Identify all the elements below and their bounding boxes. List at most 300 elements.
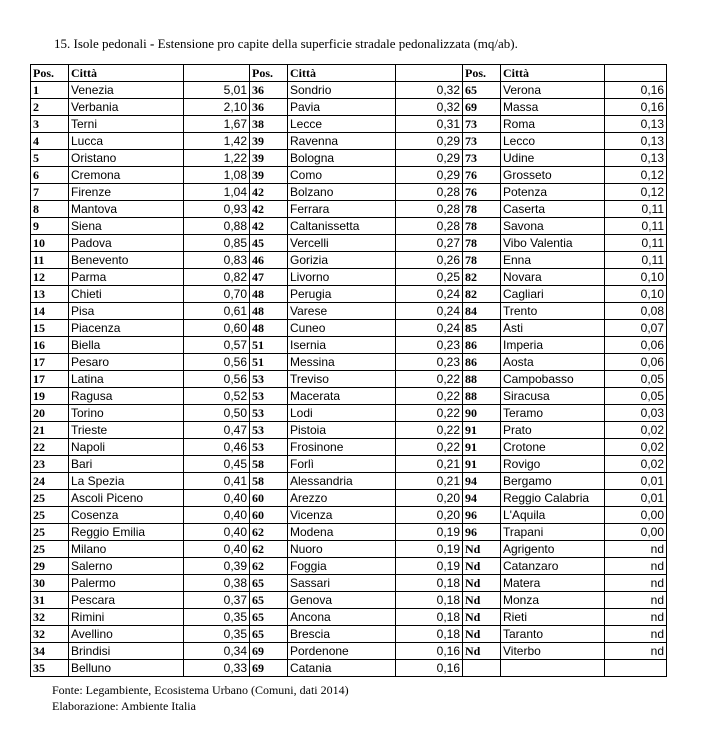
- rank-cell: 96: [463, 507, 501, 524]
- value-cell: 0,20: [396, 490, 463, 507]
- city-cell: Rieti: [501, 609, 605, 626]
- value-cell: 0,29: [396, 150, 463, 167]
- rank-cell: 36: [250, 99, 288, 116]
- rank-cell: Nd: [463, 609, 501, 626]
- value-cell: 0,25: [396, 269, 463, 286]
- rank-cell: 53: [250, 439, 288, 456]
- rank-cell: Nd: [463, 558, 501, 575]
- value-cell: 0,05: [605, 371, 667, 388]
- rank-cell: 45: [250, 235, 288, 252]
- city-cell: Cosenza: [69, 507, 184, 524]
- city-cell: Napoli: [69, 439, 184, 456]
- rank-cell: 76: [463, 167, 501, 184]
- rank-cell: 25: [31, 490, 69, 507]
- value-cell: 0,82: [184, 269, 250, 286]
- source-note: [52, 682, 349, 714]
- table-row: [31, 490, 667, 507]
- city-cell: Sondrio: [288, 82, 396, 99]
- rank-cell: 51: [250, 337, 288, 354]
- city-cell: Verona: [501, 82, 605, 99]
- table-row: [31, 388, 667, 405]
- city-cell: Ravenna: [288, 133, 396, 150]
- rank-cell: 34: [31, 643, 69, 660]
- city-cell: Chieti: [69, 286, 184, 303]
- table-row: [31, 592, 667, 609]
- value-cell: 0,28: [396, 184, 463, 201]
- rank-cell: 62: [250, 524, 288, 541]
- city-cell: Vercelli: [288, 235, 396, 252]
- rank-cell: 69: [250, 660, 288, 677]
- city-cell: Alessandria: [288, 473, 396, 490]
- value-cell: 0,47: [184, 422, 250, 439]
- city-cell: Avellino: [69, 626, 184, 643]
- value-cell: nd: [605, 592, 667, 609]
- rank-cell: 29: [31, 558, 69, 575]
- value-cell: 0,19: [396, 541, 463, 558]
- value-cell: 0,08: [605, 303, 667, 320]
- value-cell: 0,40: [184, 524, 250, 541]
- rank-cell: 7: [31, 184, 69, 201]
- city-cell: Milano: [69, 541, 184, 558]
- value-cell: 0,00: [605, 507, 667, 524]
- rank-cell: 78: [463, 201, 501, 218]
- city-cell: Sassari: [288, 575, 396, 592]
- rank-cell: 5: [31, 150, 69, 167]
- table-header-row: [31, 65, 667, 82]
- city-cell: Bergamo: [501, 473, 605, 490]
- rank-cell: 65: [250, 626, 288, 643]
- title-rest: Estensione pro capite della superficie stradale pedonalizzata (mq/ab).: [154, 36, 518, 51]
- value-cell: 0,16: [396, 643, 463, 660]
- city-cell: Bologna: [288, 150, 396, 167]
- value-cell: 0,24: [396, 303, 463, 320]
- rank-cell: 11: [31, 252, 69, 269]
- city-cell: Agrigento: [501, 541, 605, 558]
- city-cell: Rimini: [69, 609, 184, 626]
- rank-cell: 73: [463, 133, 501, 150]
- rank-cell: 65: [250, 592, 288, 609]
- table-row: [31, 660, 667, 677]
- header-value: [396, 65, 463, 82]
- table-row: [31, 150, 667, 167]
- rank-cell: Nd: [463, 626, 501, 643]
- city-cell: Como: [288, 167, 396, 184]
- rank-cell: 8: [31, 201, 69, 218]
- value-cell: 0,16: [396, 660, 463, 677]
- value-cell: nd: [605, 541, 667, 558]
- table-row: [31, 439, 667, 456]
- table-row: [31, 524, 667, 541]
- value-cell: 0,37: [184, 592, 250, 609]
- rank-cell: 47: [250, 269, 288, 286]
- city-cell: Monza: [501, 592, 605, 609]
- city-cell: Ancona: [288, 609, 396, 626]
- rank-cell: 94: [463, 473, 501, 490]
- city-cell: Ascoli Piceno: [69, 490, 184, 507]
- value-cell: 0,06: [605, 354, 667, 371]
- rank-cell: 15: [31, 320, 69, 337]
- rank-cell: Nd: [463, 643, 501, 660]
- value-cell: 0,11: [605, 252, 667, 269]
- city-cell: Reggio Emilia: [69, 524, 184, 541]
- city-cell: Bolzano: [288, 184, 396, 201]
- city-cell: Foggia: [288, 558, 396, 575]
- city-cell: Genova: [288, 592, 396, 609]
- city-cell: Benevento: [69, 252, 184, 269]
- table-row: [31, 320, 667, 337]
- city-cell: Pordenone: [288, 643, 396, 660]
- city-cell: Trento: [501, 303, 605, 320]
- value-cell: 0,03: [605, 405, 667, 422]
- city-cell: Padova: [69, 235, 184, 252]
- rank-cell: 78: [463, 235, 501, 252]
- table-row: [31, 235, 667, 252]
- city-cell: Treviso: [288, 371, 396, 388]
- rank-cell: Nd: [463, 575, 501, 592]
- rank-cell: 25: [31, 524, 69, 541]
- rank-cell: 39: [250, 133, 288, 150]
- value-cell: 1,04: [184, 184, 250, 201]
- city-cell: Vicenza: [288, 507, 396, 524]
- city-cell: Modena: [288, 524, 396, 541]
- value-cell: 1,08: [184, 167, 250, 184]
- rank-cell: 62: [250, 558, 288, 575]
- value-cell: 0,22: [396, 439, 463, 456]
- table-row: [31, 609, 667, 626]
- city-cell: Pistoia: [288, 422, 396, 439]
- value-cell: 0,31: [396, 116, 463, 133]
- rank-cell: 94: [463, 490, 501, 507]
- rank-cell: 53: [250, 371, 288, 388]
- city-cell: Caltanissetta: [288, 218, 396, 235]
- rank-cell: 36: [250, 82, 288, 99]
- table-row: [31, 133, 667, 150]
- value-cell: 0,20: [396, 507, 463, 524]
- value-cell: 0,01: [605, 473, 667, 490]
- value-cell: 0,28: [396, 218, 463, 235]
- rank-cell: 51: [250, 354, 288, 371]
- rank-cell: 4: [31, 133, 69, 150]
- city-cell: Aosta: [501, 354, 605, 371]
- value-cell: 0,38: [184, 575, 250, 592]
- value-cell: 0,12: [605, 184, 667, 201]
- value-cell: 0,93: [184, 201, 250, 218]
- city-cell: Roma: [501, 116, 605, 133]
- value-cell: 0,05: [605, 388, 667, 405]
- table-row: [31, 252, 667, 269]
- rank-cell: 19: [31, 388, 69, 405]
- value-cell: [605, 660, 667, 677]
- header-value: [184, 65, 250, 82]
- table-row: [31, 167, 667, 184]
- rank-cell: 32: [31, 609, 69, 626]
- city-cell: Livorno: [288, 269, 396, 286]
- rank-cell: 84: [463, 303, 501, 320]
- rank-cell: 21: [31, 422, 69, 439]
- table-row: [31, 218, 667, 235]
- table-row: [31, 303, 667, 320]
- value-cell: 0,35: [184, 626, 250, 643]
- rank-cell: 82: [463, 286, 501, 303]
- table-row: [31, 507, 667, 524]
- value-cell: 0,46: [184, 439, 250, 456]
- value-cell: 0,01: [605, 490, 667, 507]
- city-cell: Verbania: [69, 99, 184, 116]
- value-cell: 0,19: [396, 558, 463, 575]
- value-cell: 0,60: [184, 320, 250, 337]
- city-cell: Bari: [69, 456, 184, 473]
- header-pos: Pos.: [31, 65, 69, 82]
- table-row: [31, 456, 667, 473]
- rank-cell: 3: [31, 116, 69, 133]
- value-cell: 0,28: [396, 201, 463, 218]
- table-body: [31, 82, 667, 677]
- city-cell: Perugia: [288, 286, 396, 303]
- value-cell: 0,27: [396, 235, 463, 252]
- rank-cell: 69: [250, 643, 288, 660]
- city-cell: Frosinone: [288, 439, 396, 456]
- value-cell: 1,67: [184, 116, 250, 133]
- value-cell: 0,16: [605, 82, 667, 99]
- city-cell: Pescara: [69, 592, 184, 609]
- rank-cell: 53: [250, 405, 288, 422]
- value-cell: 0,11: [605, 201, 667, 218]
- value-cell: 0,02: [605, 422, 667, 439]
- city-cell: Brescia: [288, 626, 396, 643]
- city-cell: Isernia: [288, 337, 396, 354]
- value-cell: 0,18: [396, 592, 463, 609]
- rank-cell: 82: [463, 269, 501, 286]
- rank-cell: 78: [463, 218, 501, 235]
- city-cell: Mantova: [69, 201, 184, 218]
- value-cell: 0,22: [396, 405, 463, 422]
- city-cell: Cuneo: [288, 320, 396, 337]
- value-cell: 0,34: [184, 643, 250, 660]
- value-cell: 0,21: [396, 473, 463, 490]
- value-cell: nd: [605, 575, 667, 592]
- value-cell: 5,01: [184, 82, 250, 99]
- rank-cell: 96: [463, 524, 501, 541]
- city-cell: Matera: [501, 575, 605, 592]
- value-cell: 2,10: [184, 99, 250, 116]
- rank-cell: 22: [31, 439, 69, 456]
- rank-cell: 48: [250, 303, 288, 320]
- value-cell: 0,12: [605, 167, 667, 184]
- city-cell: Piacenza: [69, 320, 184, 337]
- rank-cell: 91: [463, 422, 501, 439]
- rank-cell: 58: [250, 473, 288, 490]
- rank-cell: 69: [463, 99, 501, 116]
- rank-cell: 78: [463, 252, 501, 269]
- table-row: [31, 541, 667, 558]
- city-cell: Brindisi: [69, 643, 184, 660]
- header-pos: Pos.: [250, 65, 288, 82]
- value-cell: 0,83: [184, 252, 250, 269]
- rank-cell: 13: [31, 286, 69, 303]
- value-cell: 0,24: [396, 320, 463, 337]
- rank-cell: 65: [463, 82, 501, 99]
- value-cell: 0,23: [396, 354, 463, 371]
- rank-cell: 30: [31, 575, 69, 592]
- city-cell: Caserta: [501, 201, 605, 218]
- city-cell: Campobasso: [501, 371, 605, 388]
- rank-cell: 17: [31, 371, 69, 388]
- city-cell: Imperia: [501, 337, 605, 354]
- value-cell: nd: [605, 609, 667, 626]
- value-cell: 0,40: [184, 541, 250, 558]
- table-row: [31, 286, 667, 303]
- rank-cell: 42: [250, 184, 288, 201]
- rank-cell: [463, 660, 501, 677]
- value-cell: 0,32: [396, 82, 463, 99]
- city-cell: Siena: [69, 218, 184, 235]
- table-row: [31, 354, 667, 371]
- value-cell: 0,07: [605, 320, 667, 337]
- rank-cell: 39: [250, 167, 288, 184]
- city-cell: Macerata: [288, 388, 396, 405]
- city-cell: Arezzo: [288, 490, 396, 507]
- city-cell: Taranto: [501, 626, 605, 643]
- city-cell: Vibo Valentia: [501, 235, 605, 252]
- value-cell: 1,22: [184, 150, 250, 167]
- value-cell: 0,11: [605, 218, 667, 235]
- city-cell: Biella: [69, 337, 184, 354]
- city-cell: Pisa: [69, 303, 184, 320]
- rank-cell: 1: [31, 82, 69, 99]
- city-cell: Lecce: [288, 116, 396, 133]
- city-cell: Lecco: [501, 133, 605, 150]
- city-cell: Catania: [288, 660, 396, 677]
- value-cell: 0,00: [605, 524, 667, 541]
- city-cell: Prato: [501, 422, 605, 439]
- city-cell: Udine: [501, 150, 605, 167]
- value-cell: 0,22: [396, 422, 463, 439]
- title-prefix: 15. Isole pedonali: [54, 36, 151, 51]
- rank-cell: 35: [31, 660, 69, 677]
- city-cell: Oristano: [69, 150, 184, 167]
- city-cell: Trieste: [69, 422, 184, 439]
- header-city: Città: [288, 65, 396, 82]
- document-title: [54, 36, 518, 52]
- value-cell: 0,02: [605, 439, 667, 456]
- ranking-table: [30, 64, 667, 677]
- value-cell: 0,32: [396, 99, 463, 116]
- value-cell: nd: [605, 558, 667, 575]
- table-row: [31, 643, 667, 660]
- value-cell: 0,13: [605, 133, 667, 150]
- value-cell: 0,33: [184, 660, 250, 677]
- table-row: [31, 473, 667, 490]
- city-cell: Lucca: [69, 133, 184, 150]
- city-cell: Teramo: [501, 405, 605, 422]
- city-cell: Reggio Calabria: [501, 490, 605, 507]
- value-cell: 0,19: [396, 524, 463, 541]
- rank-cell: 48: [250, 286, 288, 303]
- rank-cell: 62: [250, 541, 288, 558]
- city-cell: Viterbo: [501, 643, 605, 660]
- rank-cell: 65: [250, 575, 288, 592]
- title-dash: -: [150, 36, 155, 51]
- value-cell: 0,13: [605, 116, 667, 133]
- table-row: [31, 269, 667, 286]
- value-cell: 0,10: [605, 269, 667, 286]
- header-city: Città: [69, 65, 184, 82]
- value-cell: 0,52: [184, 388, 250, 405]
- rank-cell: 73: [463, 116, 501, 133]
- table-row: [31, 626, 667, 643]
- city-cell: Belluno: [69, 660, 184, 677]
- rank-cell: 73: [463, 150, 501, 167]
- table-row: [31, 405, 667, 422]
- value-cell: 0,50: [184, 405, 250, 422]
- header-city: Città: [501, 65, 605, 82]
- value-cell: 0,29: [396, 167, 463, 184]
- city-cell: Catanzaro: [501, 558, 605, 575]
- value-cell: 0,22: [396, 388, 463, 405]
- city-cell: Asti: [501, 320, 605, 337]
- table-row: [31, 422, 667, 439]
- city-cell: Gorizia: [288, 252, 396, 269]
- city-cell: Pavia: [288, 99, 396, 116]
- rank-cell: Nd: [463, 592, 501, 609]
- rank-cell: 60: [250, 490, 288, 507]
- rank-cell: 10: [31, 235, 69, 252]
- city-cell: Varese: [288, 303, 396, 320]
- value-cell: 0,35: [184, 609, 250, 626]
- rank-cell: 39: [250, 150, 288, 167]
- value-cell: 0,61: [184, 303, 250, 320]
- rank-cell: 76: [463, 184, 501, 201]
- rank-cell: 88: [463, 388, 501, 405]
- table-row: [31, 201, 667, 218]
- value-cell: 0,45: [184, 456, 250, 473]
- rank-cell: 60: [250, 507, 288, 524]
- city-cell: La Spezia: [69, 473, 184, 490]
- city-cell: Venezia: [69, 82, 184, 99]
- value-cell: 0,11: [605, 235, 667, 252]
- city-cell: Terni: [69, 116, 184, 133]
- city-cell: Firenze: [69, 184, 184, 201]
- header-value: [605, 65, 667, 82]
- table-row: [31, 99, 667, 116]
- value-cell: 0,23: [396, 337, 463, 354]
- rank-cell: 91: [463, 439, 501, 456]
- table-row: [31, 371, 667, 388]
- value-cell: 0,85: [184, 235, 250, 252]
- value-cell: nd: [605, 626, 667, 643]
- city-cell: Messina: [288, 354, 396, 371]
- city-cell: Ferrara: [288, 201, 396, 218]
- rank-cell: 86: [463, 337, 501, 354]
- rank-cell: 6: [31, 167, 69, 184]
- city-cell: Ragusa: [69, 388, 184, 405]
- city-cell: Nuoro: [288, 541, 396, 558]
- value-cell: 0,22: [396, 371, 463, 388]
- city-cell: Palermo: [69, 575, 184, 592]
- value-cell: 0,29: [396, 133, 463, 150]
- rank-cell: 53: [250, 388, 288, 405]
- rank-cell: 31: [31, 592, 69, 609]
- table-row: [31, 337, 667, 354]
- city-cell: Pesaro: [69, 354, 184, 371]
- city-cell: Enna: [501, 252, 605, 269]
- city-cell: L'Aquila: [501, 507, 605, 524]
- value-cell: 0,41: [184, 473, 250, 490]
- value-cell: 0,70: [184, 286, 250, 303]
- city-cell: [501, 660, 605, 677]
- value-cell: 0,13: [605, 150, 667, 167]
- table-row: [31, 82, 667, 99]
